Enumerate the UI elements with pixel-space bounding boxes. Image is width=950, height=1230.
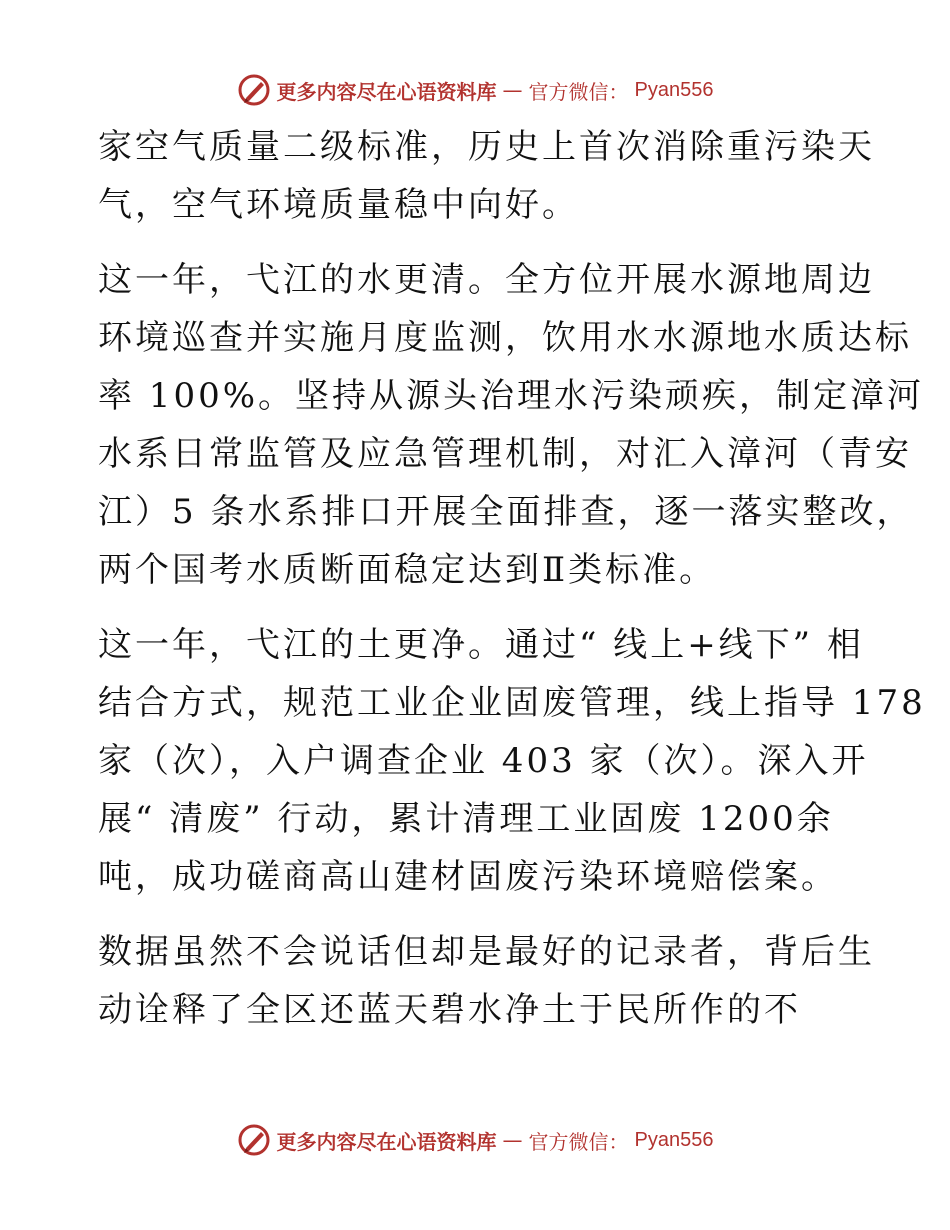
text-line: 展“ 清废” 行动，累计清理工业固废 1200余 bbox=[98, 799, 834, 839]
text-line: 气，空气环境质量稳中向好。 bbox=[98, 185, 579, 225]
paragraph-summary bbox=[98, 923, 875, 1039]
brand-text: 更多内容尽在心语资料库 bbox=[276, 1129, 497, 1154]
wechat-label: 官方微信： bbox=[528, 79, 629, 104]
text-line: 两个国考水质断面稳定达到Ⅱ类标准。 bbox=[98, 550, 717, 590]
wechat-id: Pyan556 bbox=[634, 78, 714, 101]
text-line: 动诠释了全区还蓝天碧水净土于民所作的不 bbox=[98, 990, 801, 1030]
text-line: 家（次），入户调查企业 403 家（次）。深入开 bbox=[98, 741, 869, 781]
paragraph-soil bbox=[98, 616, 926, 906]
paragraph-water bbox=[98, 251, 925, 599]
text-line: 水系日常监管及应急管理机制，对汇入漳河（青安 bbox=[98, 434, 912, 474]
text-line: 江）5 条水系排口开展全面排查，逐一落实整改， bbox=[98, 492, 914, 532]
wechat-label: 官方微信： bbox=[528, 1129, 629, 1154]
text-line: 吨，成功磋商高山建材固废污染环境赔偿案。 bbox=[98, 857, 838, 897]
text-line: 这一年，弋江的土更净。通过“ 线上+线下” 相 bbox=[98, 625, 864, 665]
text-line: 结合方式，规范工业企业固废管理，线上指导 178 bbox=[98, 683, 926, 723]
document-body bbox=[98, 118, 926, 1056]
header-banner bbox=[0, 70, 950, 110]
brand-text: 更多内容尽在心语资料库 bbox=[276, 79, 497, 104]
separator: — bbox=[502, 78, 523, 102]
text-line: 环境巡查并实施月度监测，饮用水水源地水质达标 bbox=[98, 318, 912, 358]
text-line: 家空气质量二级标准，历史上首次消除重污染天 bbox=[98, 127, 875, 167]
pen-logo-icon bbox=[237, 73, 271, 107]
separator: — bbox=[502, 1128, 523, 1152]
paragraph-air bbox=[98, 118, 875, 234]
text-line: 率 100%。坚持从源头治理水污染顽疾，制定漳河 bbox=[98, 376, 925, 416]
text-line: 这一年，弋江的水更清。全方位开展水源地周边 bbox=[98, 260, 875, 300]
pen-logo-icon bbox=[237, 1123, 271, 1157]
text-line: 数据虽然不会说话但却是最好的记录者，背后生 bbox=[98, 932, 875, 972]
footer-banner bbox=[0, 1120, 950, 1160]
wechat-id: Pyan556 bbox=[634, 1128, 714, 1151]
